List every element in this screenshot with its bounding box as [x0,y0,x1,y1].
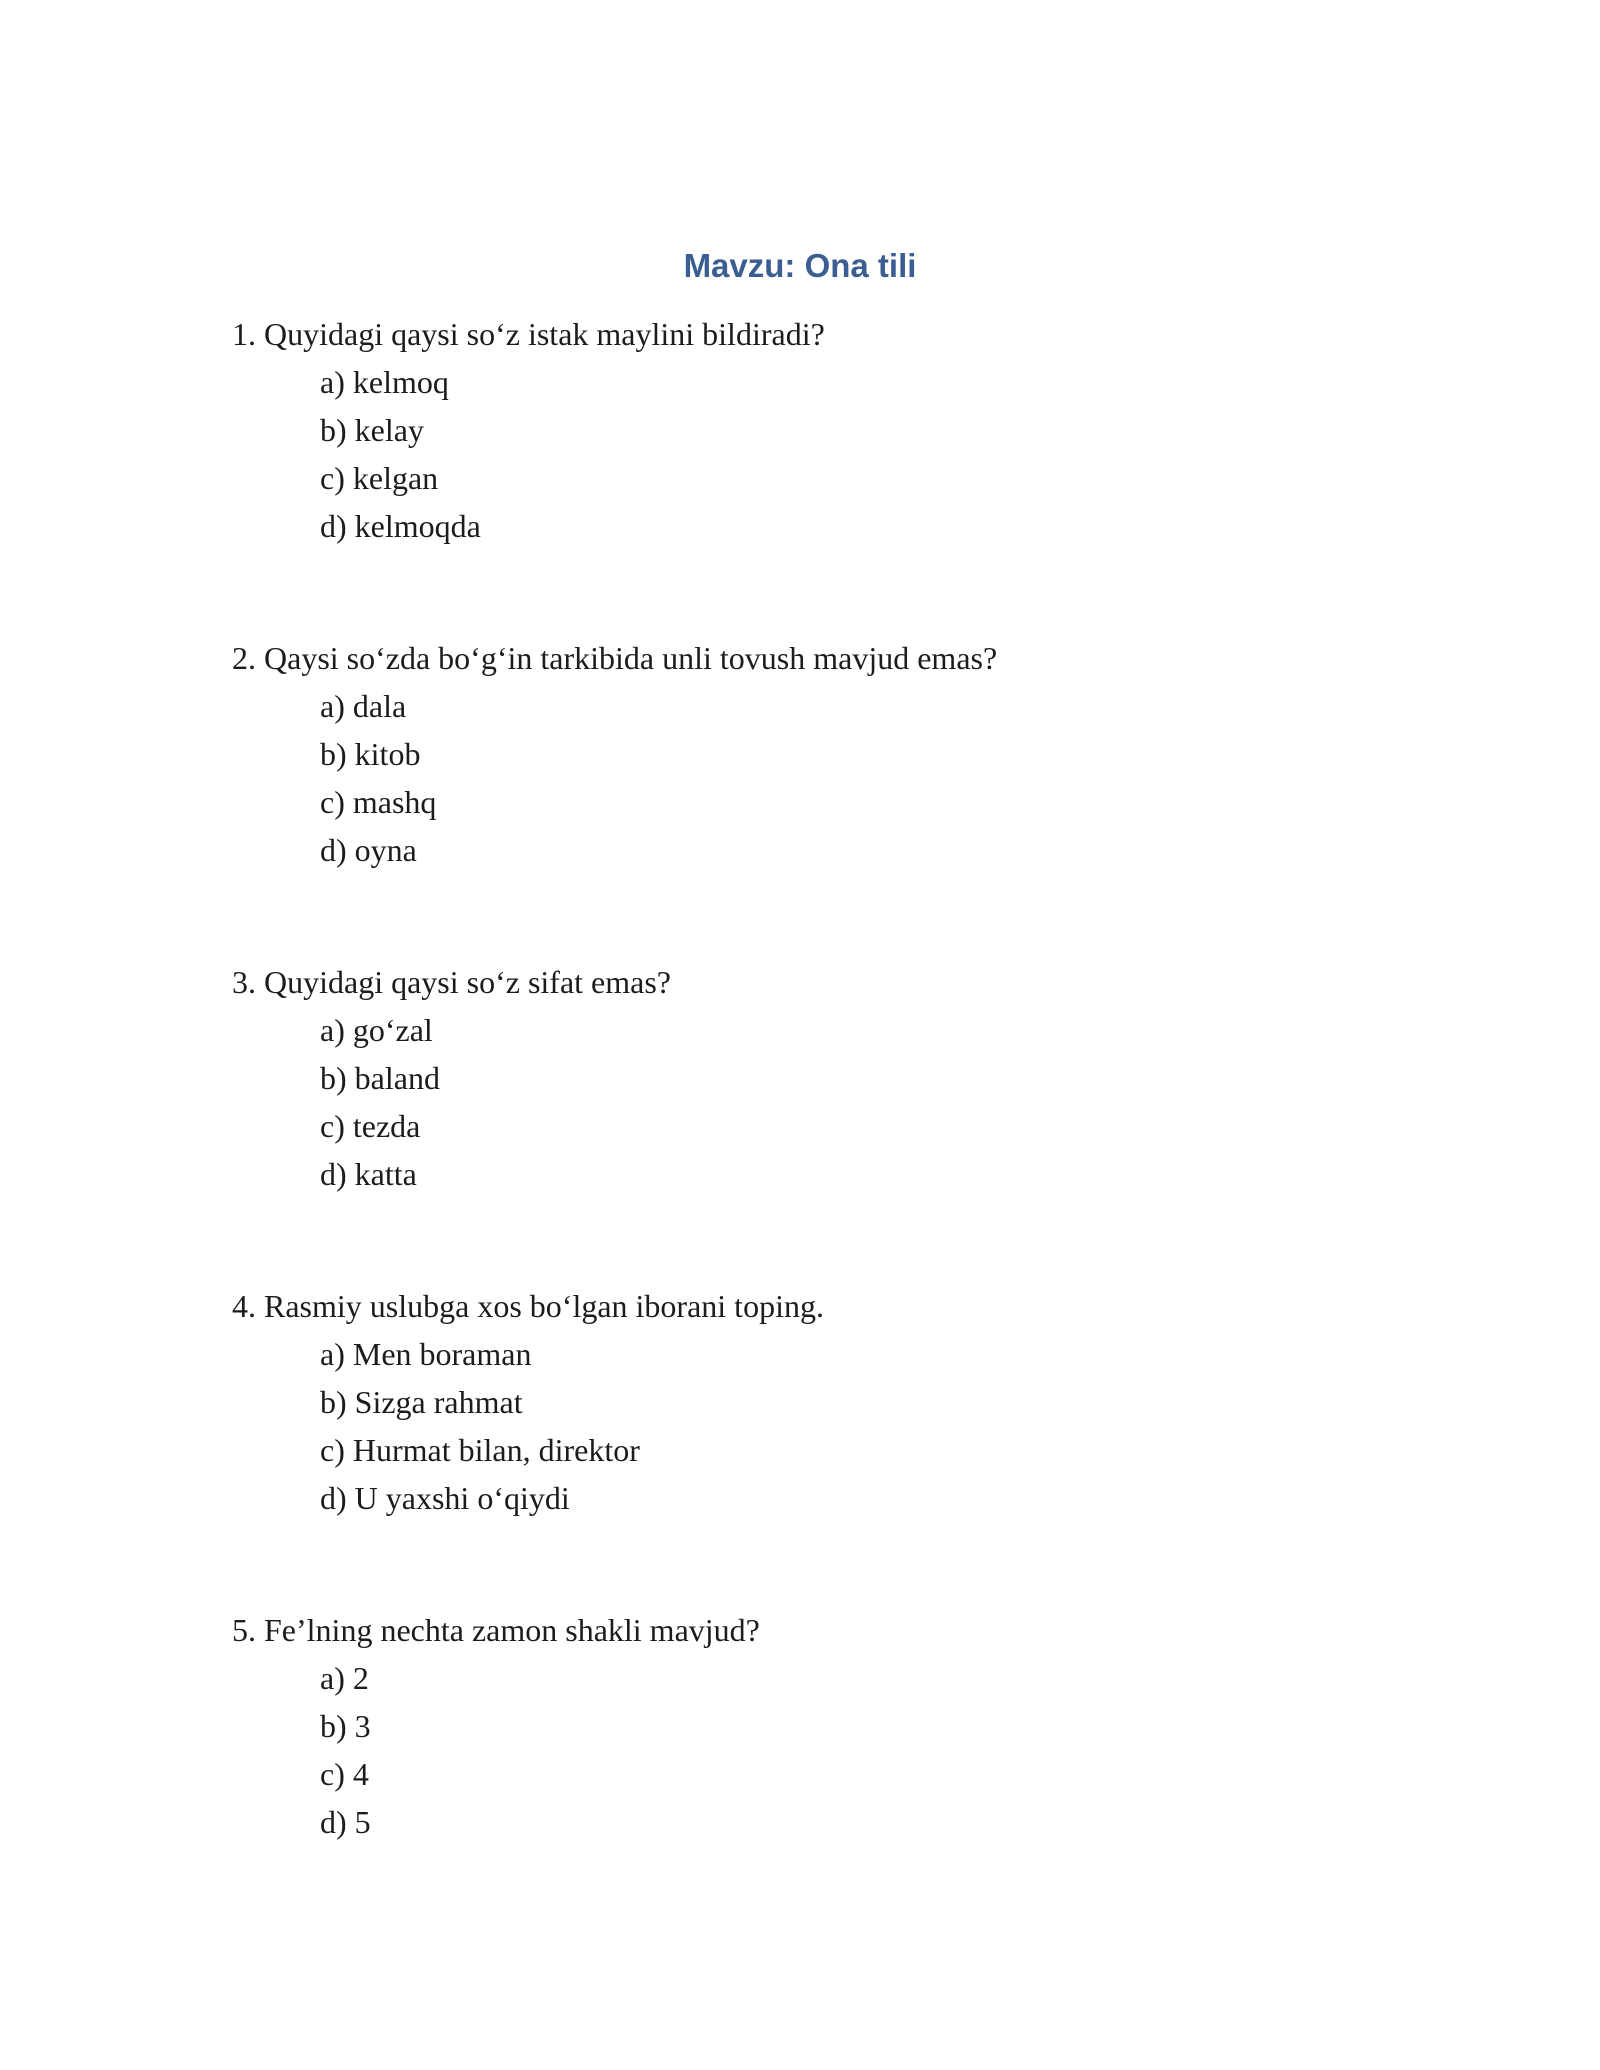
option-line [320,1426,1600,1474]
question-number: 5. [232,1612,256,1648]
option-line [320,1006,1600,1054]
option-label: c) [320,1756,345,1792]
option-line [320,358,1600,406]
option-label: c) [320,1108,345,1144]
option-text: oyna [354,832,417,868]
option-line [320,1654,1600,1702]
option-label: d) [320,1804,347,1840]
options-list [0,682,1600,874]
question-block [0,958,1600,1198]
page-title: Mavzu: Ona tili [683,247,917,284]
question-line [232,634,1540,682]
question-line [232,1606,1540,1654]
option-line [320,1054,1600,1102]
options-list [0,1006,1600,1198]
option-line [320,406,1600,454]
question-line [232,310,1540,358]
option-text: 2 [352,1660,369,1696]
question-number: 1. [232,316,256,352]
option-line [320,454,1600,502]
question-text: Quyidagi qaysi so‘z sifat emas? [264,964,671,1000]
option-text: U yaxshi o‘qiydi [354,1480,570,1516]
option-label: b) [320,736,347,772]
option-text: katta [354,1156,417,1192]
option-label: d) [320,1480,347,1516]
question-text: Fe’lning nechta zamon shakli mavjud? [264,1612,760,1648]
option-label: d) [320,832,347,868]
option-line [320,1378,1600,1426]
option-line [320,1750,1600,1798]
option-text: 4 [352,1756,369,1792]
option-line [320,1474,1600,1522]
option-line [320,730,1600,778]
option-text: Men boraman [352,1336,532,1372]
option-label: a) [320,1336,345,1372]
option-line [320,778,1600,826]
question-number: 3. [232,964,256,1000]
question-number: 4. [232,1288,256,1324]
question-text: Qaysi so‘zda bo‘g‘in tarkibida unli tovush mavjud emas? [264,640,998,676]
option-line [320,1102,1600,1150]
option-text: baland [354,1060,440,1096]
option-label: c) [320,460,345,496]
option-line [320,826,1600,874]
option-label: a) [320,688,345,724]
option-label: a) [320,364,345,400]
option-line [320,1150,1600,1198]
options-list [0,1330,1600,1522]
option-label: a) [320,1012,345,1048]
option-text: Sizga rahmat [354,1384,523,1420]
option-line [320,502,1600,550]
question-block [0,634,1600,874]
option-label: b) [320,1384,347,1420]
option-label: b) [320,412,347,448]
option-text: dala [352,688,407,724]
question-text: Quyidagi qaysi so‘z istak maylini bildiradi? [264,316,825,352]
option-text: kelay [354,412,424,448]
option-line [320,682,1600,730]
option-label: b) [320,1708,347,1744]
option-line [320,1702,1600,1750]
option-text: 5 [354,1804,371,1840]
option-label: d) [320,508,347,544]
option-text: kelgan [352,460,439,496]
question-text: Rasmiy uslubga xos bo‘lgan iborani toping. [264,1288,824,1324]
option-label: c) [320,784,345,820]
option-line [320,1798,1600,1846]
option-label: a) [320,1660,345,1696]
option-text: kelmoq [352,364,449,400]
option-text: tezda [352,1108,421,1144]
question-number: 2. [232,640,256,676]
option-text: go‘zal [352,1012,433,1048]
option-text: 3 [354,1708,371,1744]
question-line [232,1282,1540,1330]
question-block [0,1282,1600,1522]
option-label: d) [320,1156,347,1192]
question-block [0,1606,1600,1846]
option-text: mashq [352,784,437,820]
option-line [320,1330,1600,1378]
option-label: b) [320,1060,347,1096]
question-line [232,958,1540,1006]
option-text: kitob [354,736,421,772]
option-text: Hurmat bilan, direktor [352,1432,640,1468]
question-block [0,310,1600,550]
options-list [0,1654,1600,1846]
options-list [0,358,1600,550]
option-label: c) [320,1432,345,1468]
option-text: kelmoqda [354,508,481,544]
